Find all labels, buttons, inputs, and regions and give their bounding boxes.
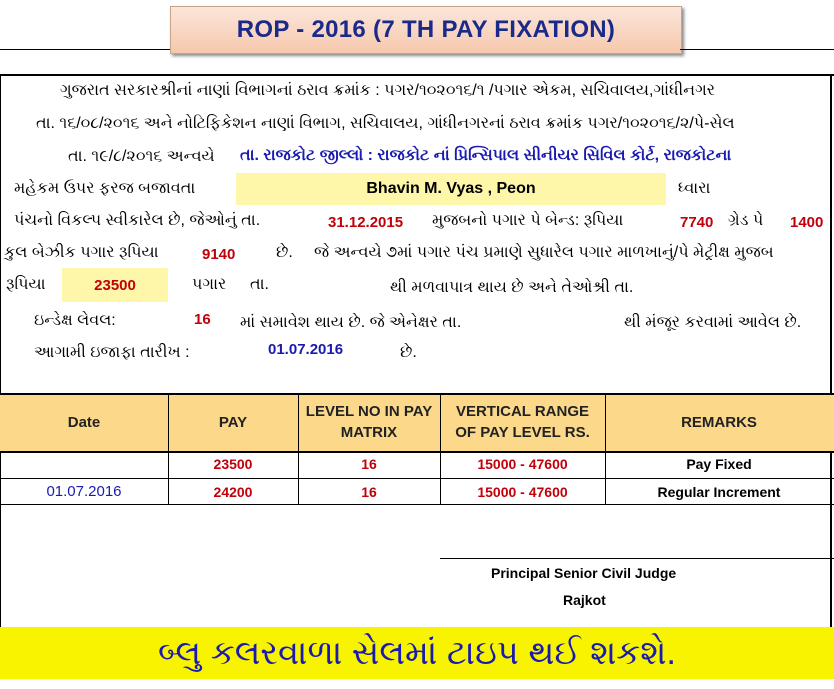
inclusion-label: માં સમાવેશ થાય છે. જે એનેક્ષર તા. [240, 314, 462, 331]
revised-pay-field[interactable] [62, 268, 168, 302]
table-row-1-range: 15000 - 47600 [477, 456, 568, 472]
rupees-label: રૂપિયા [6, 276, 46, 293]
pay-band-label: મુજબનો પગાર પે બેન્ડ: રૂપિયા [432, 212, 624, 229]
employee-name: Bhavin M. Vyas , Peon [366, 180, 536, 197]
basic-label: કુલ બેઝીક પગાર રૂપિયા [4, 244, 159, 261]
table-top-rule [0, 393, 834, 395]
header-range-line1: VERTICAL RANGE [455, 403, 590, 420]
table-row-2-remarks: Regular Increment [657, 484, 781, 500]
grade-pay-field[interactable]: 1400 [790, 214, 824, 231]
matrix-label: જે અન્વયે ૭માં પગાર પંચ પ્રમાણે સુધારેલ પગાર માળખાનું/પે મેટ્રીક્ષ મુજબ [314, 244, 774, 261]
top-rule [0, 49, 170, 50]
increment-suffix: છે. [400, 344, 417, 361]
next-increment-field[interactable]: 01.07.2016 [268, 341, 344, 358]
signature-rule [440, 558, 834, 559]
header-pay: PAY [218, 414, 248, 431]
order-line-1: ગુજરાત સરકારશ્રીનાં નાણાં વિભાગનાં ઠરાવ ક્રમાંક : પગર/૧૦૨૦૧૬/૧ /પગાર એકમ, સચિવાલય,ગાંધીનગર [60, 82, 716, 99]
table-header-rule [0, 451, 834, 453]
pay-label: પગાર [192, 276, 227, 293]
order-line-3: તા. ૧૯/૮/૨૦૧૬ અન્વયે [68, 148, 215, 165]
header-range [440, 401, 605, 443]
index-label: ઇન્ડેક્ષ લેવલ: [34, 312, 116, 329]
header-remarks: REMARKS [681, 414, 757, 431]
top-rule-right [680, 49, 834, 50]
grade-pay-label: ગ્રેડ પે [728, 212, 764, 229]
table-row-2-date[interactable]: 01.07.2016 [46, 483, 122, 500]
date-label: તા. [250, 276, 269, 293]
header-level-line2: MATRIX [340, 424, 398, 441]
table-bottom-rule [0, 504, 834, 505]
table-row-1-remarks: Pay Fixed [686, 456, 752, 472]
approval-label: થી મંજૂર કરવામાં આવેલ છે. [624, 314, 802, 331]
eligible-label: થી મળવાપાત્ર થાય છે અને તેઓશ્રી તા. [390, 279, 634, 296]
employee-field[interactable] [236, 173, 666, 205]
header-range-line2: OF PAY LEVEL RS. [455, 424, 590, 441]
left-border [0, 74, 1, 628]
through-label: ધ્વારા [678, 180, 711, 197]
increment-label: આગામી ઇજાફા તારીખ : [34, 344, 190, 361]
header-level-line1: LEVEL NO IN PAY [305, 403, 433, 420]
office-field[interactable]: તા. રાજકોટ જીલ્લો : રાજકોટ નાં પ્રિન્સિપાલ સીનીયર સિવિલ કોર્ટ, રાજકોટના [240, 147, 732, 164]
table-row-rule [0, 478, 834, 479]
option-label: પંચનો વિકલ્પ સ્વીકારેલ છે, જેઓનું તા. [14, 212, 261, 229]
table-row-2-pay: 24200 [213, 484, 253, 500]
right-border [830, 74, 832, 628]
section-rule [0, 74, 834, 76]
table-row-2-level: 16 [361, 484, 377, 500]
table-row-1-level: 16 [361, 456, 377, 472]
basic-pay-field[interactable]: 9140 [202, 246, 236, 263]
signature-designation: Principal Senior Civil Judge [491, 565, 677, 581]
order-line-2: તા. ૧૬/૦૮/૨૦૧૬ અને નોટિફિકેશન નાણાં વિભાગ, સચિવાલય, ગાંધીનગરનાં ઠરાવ ક્રમાંક પગર/૧૦૨૦૧૬/૨/પે-સેલ [36, 115, 735, 132]
footer-note: બ્લુ કલરવાળા સેલમાં ટાઇપ થઈ શકશે. [0, 627, 834, 679]
option-date-field[interactable]: 31.12.2015 [328, 214, 404, 231]
duty-label: મહેકમ ઉપર ફરજ બજાવતા [14, 180, 196, 197]
header-level [298, 401, 440, 443]
page-title: ROP - 2016 (7 TH PAY FIXATION) [170, 6, 682, 54]
index-level-field[interactable]: 16 [194, 311, 211, 328]
table-row-1-pay: 23500 [213, 456, 253, 472]
basic-suffix: છે. [276, 244, 293, 261]
revised-pay-value: 23500 [94, 276, 136, 294]
signature-place: Rajkot [563, 592, 606, 608]
table-row-2-range: 15000 - 47600 [477, 484, 568, 500]
pay-band-field[interactable]: 7740 [680, 214, 714, 231]
header-date: Date [67, 414, 101, 431]
